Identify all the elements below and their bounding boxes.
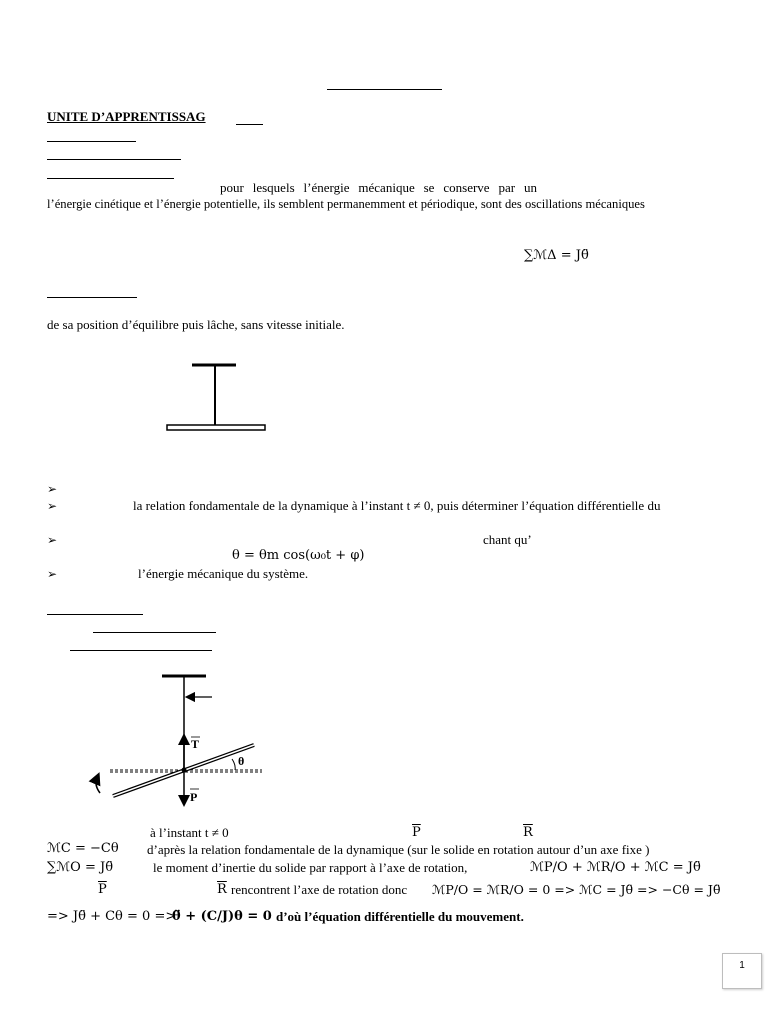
moments-sum-equation: ℳP/O + ℳR/O + ℳC = Jθ̈: [530, 860, 701, 875]
sum-moments-O: ∑ℳO = Jθ̈: [47, 860, 114, 875]
bullet-1: ➢: [47, 482, 58, 496]
bullet-2: ➢: [47, 499, 58, 513]
bullet-3: ➢: [47, 533, 58, 547]
bullet-4: ➢: [47, 567, 58, 581]
solution-line-4: rencontrent l’axe de rotation donc: [231, 882, 408, 897]
force-label-T: T: [191, 737, 200, 751]
sum-moments-equation: ∑ℳΔ = Jθ̈: [524, 248, 589, 263]
force-label-P: P: [190, 790, 198, 804]
page-number-box: [722, 953, 762, 989]
solution-line-3: le moment d’inertie du solide par rapport à l’axe de rotation,: [153, 860, 468, 875]
vector-P-1: $\overline{P}$: [412, 825, 421, 840]
question-4: l’énergie mécanique du système.: [138, 566, 309, 581]
exercise-statement: de sa position d’équilibre puis lâche, sans vitesse initiale.: [47, 317, 345, 332]
vector-R-2: $\overline{R}$: [217, 882, 227, 897]
question-2: la relation fondamentale de la dynamique à l’instant t ≠ 0, puis déterminer l’équation différentielle du: [133, 498, 661, 513]
vector-R-1: $\overline{R}$: [523, 825, 533, 840]
differential-chain: => Jθ̈ + Cθ = 0 =>: [47, 909, 177, 924]
intro-line-1: pour lesquels l’énergie mécanique se conserve par un: [220, 180, 537, 195]
solution-line-1: à l’instant t ≠ 0: [150, 825, 229, 840]
differential-equation: θ̈ + (C/J)θ = 0: [172, 909, 272, 924]
angle-label-theta: θ: [238, 754, 245, 768]
question-3-text: chant qu’: [483, 532, 532, 547]
torsion-moment-equation: ℳC = −Cθ: [47, 841, 119, 856]
intro-line-2: l’énergie cinétique et l’énergie potentielle, ils semblent permanemment et périodique, sont des oscillations mécaniques: [47, 197, 645, 211]
page-number: 1: [739, 960, 745, 971]
vector-P-2: $\overline{P}$: [98, 882, 107, 897]
solution-form-equation: θ = θm cos(ω₀t + φ): [232, 548, 365, 563]
unit-title: UNITE D’APPRENTISSAG: [47, 109, 206, 124]
solution-line-2: d’après la relation fondamentale de la dynamique (sur le solide en rotation autour d’un axe fixe ): [147, 842, 650, 857]
moments-chain-equation: ℳP/O = ℳR/O = 0 => ℳC = Jθ̈ => −Cθ = Jθ̈: [432, 882, 721, 897]
solution-conclusion: d’où l’équation différentielle du mouvement.: [276, 909, 524, 924]
